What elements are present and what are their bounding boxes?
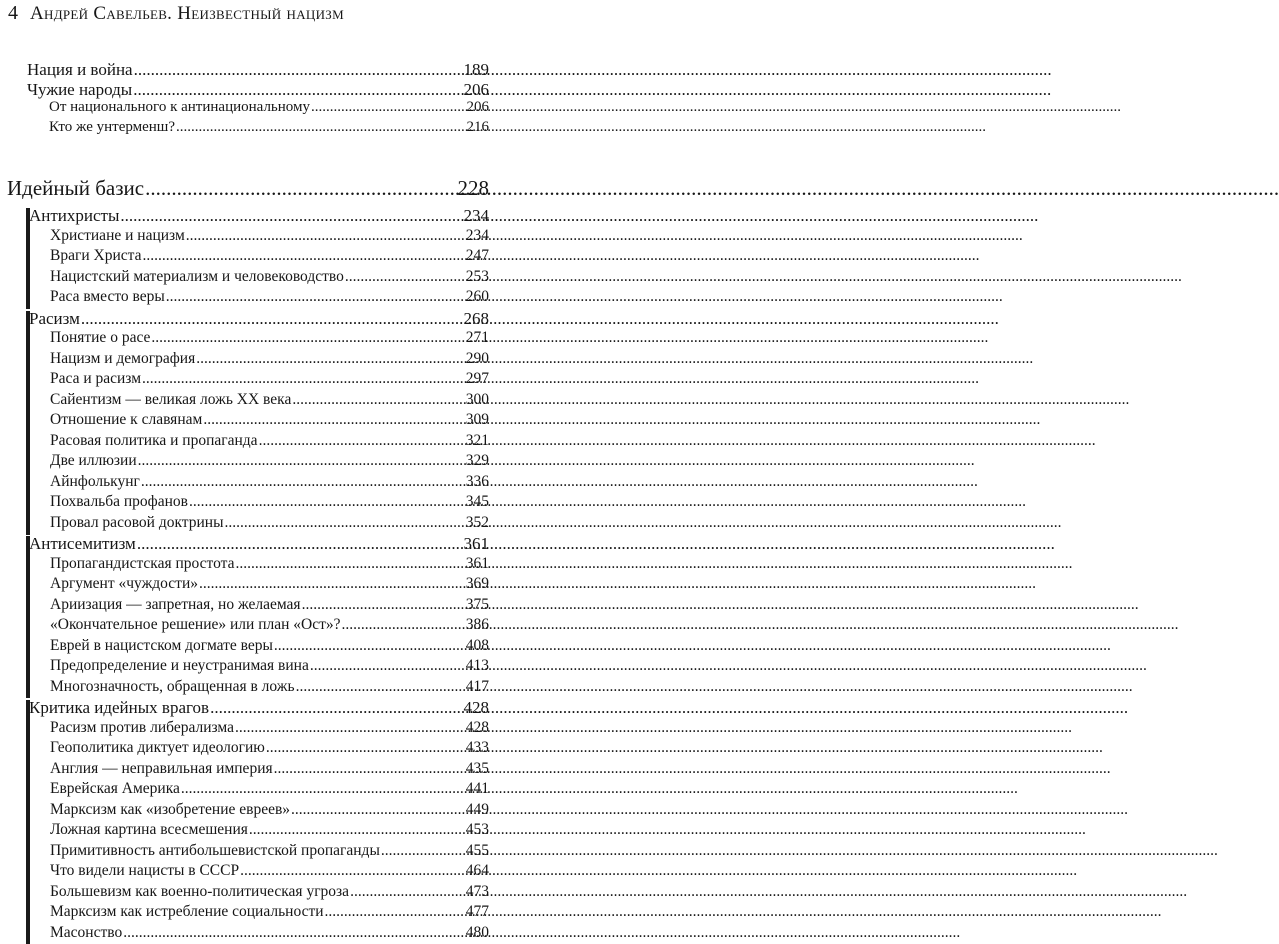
dot-leader xyxy=(274,637,465,655)
toc-section xyxy=(0,493,524,514)
toc-section-page: 271 xyxy=(466,329,489,347)
toc-section xyxy=(0,432,524,453)
toc-section-title: Две иллюзии xyxy=(50,452,137,470)
dot-leader xyxy=(203,411,464,429)
dot-leader xyxy=(274,760,465,778)
toc-section-page: 386 xyxy=(466,616,489,634)
dot-leader xyxy=(120,206,462,226)
toc-subentry-page: 216 xyxy=(467,119,490,136)
dot-leader xyxy=(123,924,465,942)
toc-section-page: 408 xyxy=(466,637,489,655)
toc-chapter-title: Антихристы xyxy=(29,206,119,226)
toc-section xyxy=(0,411,524,432)
dot-leader xyxy=(151,329,464,347)
toc-section-page: 309 xyxy=(466,411,489,429)
toc-entry-page: 206 xyxy=(464,80,490,100)
toc-section xyxy=(0,350,524,371)
dot-leader xyxy=(141,473,465,491)
toc-section-title: Нацизм и демография xyxy=(50,350,195,368)
toc-section xyxy=(0,473,524,494)
dot-leader xyxy=(381,842,465,860)
toc-section-page: 290 xyxy=(466,350,489,368)
toc-chapter-title: Антисемитизм xyxy=(29,534,136,554)
dot-leader xyxy=(81,309,463,329)
toc-chapters xyxy=(0,206,524,944)
toc-section-page: 234 xyxy=(466,227,489,245)
toc-chapter xyxy=(0,534,524,555)
toc-entry-title: Нация и война xyxy=(27,60,133,80)
toc-section xyxy=(0,247,524,268)
dot-leader xyxy=(302,596,465,614)
toc-section-page: 253 xyxy=(466,268,489,286)
dot-leader xyxy=(133,80,462,100)
toc-section-title: «Окончательное решение» или план «Ост»? xyxy=(50,616,341,634)
toc-section xyxy=(0,227,524,248)
page-number: 4 xyxy=(8,2,18,25)
toc-section xyxy=(0,657,524,678)
toc-section-page: 480 xyxy=(466,924,489,942)
toc-chapter-page: 361 xyxy=(464,534,490,554)
toc-section-page: 449 xyxy=(466,801,489,819)
toc-subentry-title: Кто же унтерменш? xyxy=(49,119,175,136)
toc-section-title: Расовая политика и пропаганда xyxy=(50,432,258,450)
toc-chapter-block xyxy=(0,206,524,309)
toc-section xyxy=(0,268,524,289)
toc-section-title: Нацистский материализм и человеководство xyxy=(50,268,344,286)
toc-section xyxy=(0,862,524,883)
toc-section xyxy=(0,596,524,617)
toc-section xyxy=(0,637,524,658)
dot-leader xyxy=(310,657,465,675)
dot-leader xyxy=(345,268,465,286)
toc-section xyxy=(0,391,524,412)
dot-leader xyxy=(292,391,464,409)
toc-subentry xyxy=(0,119,524,139)
toc-section xyxy=(0,678,524,699)
toc-section-title: Христиане и нацизм xyxy=(50,227,185,245)
toc-chapter-block xyxy=(0,698,524,944)
toc-section-page: 321 xyxy=(466,432,489,450)
dot-leader xyxy=(137,534,463,554)
toc-section-title: Провал расовой доктрины xyxy=(50,514,224,532)
toc-subentry xyxy=(0,99,524,119)
toc-section-page: 464 xyxy=(466,862,489,880)
toc-section xyxy=(0,760,524,781)
toc-section xyxy=(0,842,524,863)
toc-section-page: 413 xyxy=(466,657,489,675)
dot-leader xyxy=(210,698,462,718)
dot-leader xyxy=(176,119,465,136)
toc-section xyxy=(0,370,524,391)
toc-section-title: Раса и расизм xyxy=(50,370,141,388)
toc-section-title: Англия — неправильная империя xyxy=(50,760,273,778)
toc-section-title: Похвальба профанов xyxy=(50,493,188,511)
toc-section-page: 453 xyxy=(466,821,489,839)
toc-chapter-block xyxy=(0,309,524,535)
dot-leader xyxy=(225,514,465,532)
toc-section-page: 375 xyxy=(466,596,489,614)
toc-section xyxy=(0,288,524,309)
dot-leader xyxy=(236,555,465,573)
toc-entry-title: Чужие народы xyxy=(27,80,132,100)
toc-section-title: Геополитика диктует идеологию xyxy=(50,739,265,757)
dot-leader xyxy=(325,903,465,921)
toc-chapter xyxy=(0,309,524,330)
toc-section xyxy=(0,821,524,842)
toc-section xyxy=(0,616,524,637)
toc-section-title: Ариизация — запретная, но желаемая xyxy=(50,596,301,614)
toc-section-page: 329 xyxy=(466,452,489,470)
dot-leader xyxy=(186,227,465,245)
table-of-contents xyxy=(0,60,524,944)
toc-subentry-page: 206 xyxy=(467,99,490,116)
toc-section-page: 435 xyxy=(466,760,489,778)
toc-section-page: 477 xyxy=(466,903,489,921)
toc-section-page: 300 xyxy=(466,391,489,409)
toc-chapter-title: Критика идейных врагов xyxy=(29,698,209,718)
toc-section-page: 428 xyxy=(466,719,489,737)
dot-leader xyxy=(296,678,465,696)
dot-leader xyxy=(199,575,465,593)
dot-leader xyxy=(142,370,465,388)
toc-section-title: Большевизм как военно-политическая угроза xyxy=(50,883,349,901)
toc-section-page: 336 xyxy=(466,473,489,491)
toc-section-title: Многозначность, обращенная в ложь xyxy=(50,678,295,696)
toc-section-title: Масонство xyxy=(50,924,122,942)
dot-leader xyxy=(259,432,465,450)
toc-section xyxy=(0,452,524,473)
toc-section-page: 247 xyxy=(466,247,489,265)
toc-section-title: Предопределение и неустранимая вина xyxy=(50,657,309,675)
toc-section xyxy=(0,924,524,944)
toc-section xyxy=(0,801,524,822)
dot-leader xyxy=(350,883,465,901)
dot-leader xyxy=(134,60,463,80)
toc-section-title: Что видели нацисты в СССР xyxy=(50,862,239,880)
toc-section-page: 297 xyxy=(466,370,489,388)
toc-section xyxy=(0,883,524,904)
dot-leader xyxy=(181,780,465,798)
toc-section-title: Ложная картина всесмешения xyxy=(50,821,248,839)
toc-section xyxy=(0,739,524,760)
toc-entry-page: 189 xyxy=(464,60,490,80)
dot-leader xyxy=(311,99,466,116)
toc-entry xyxy=(0,80,524,100)
toc-subentry-title: От национального к антинациональному xyxy=(49,99,310,116)
toc-section-title: Отношение к славянам xyxy=(50,411,202,429)
toc-section xyxy=(0,903,524,924)
toc-section-page: 345 xyxy=(466,493,489,511)
toc-section xyxy=(0,780,524,801)
dot-leader xyxy=(266,739,465,757)
toc-chapter-block xyxy=(0,534,524,698)
toc-section-title: Пропагандистская простота xyxy=(50,555,235,573)
dot-leader xyxy=(342,616,465,634)
toc-part-title: Идейный базис xyxy=(7,176,144,201)
toc-section xyxy=(0,575,524,596)
dot-leader xyxy=(235,719,465,737)
toc-chapter xyxy=(0,206,524,227)
toc-section-page: 369 xyxy=(466,575,489,593)
dot-leader xyxy=(291,801,465,819)
running-head xyxy=(8,2,514,26)
toc-section-page: 361 xyxy=(466,555,489,573)
toc-section-title: Марксизм как истребление социальности xyxy=(50,903,324,921)
toc-section xyxy=(0,329,524,350)
toc-part-page: 228 xyxy=(458,176,490,201)
toc-section-page: 352 xyxy=(466,514,489,532)
toc-chapter-page: 428 xyxy=(464,698,490,718)
toc-section xyxy=(0,514,524,535)
toc-entry xyxy=(0,60,524,80)
dot-leader xyxy=(249,821,465,839)
toc-section-title: Аргумент «чуждости» xyxy=(50,575,198,593)
dot-leader xyxy=(145,176,456,201)
toc-section-page: 473 xyxy=(466,883,489,901)
toc-chapter-title: Расизм xyxy=(29,309,80,329)
dot-leader xyxy=(189,493,465,511)
toc-section-title: Расизм против либерализма xyxy=(50,719,234,737)
toc-section-title: Враги Христа xyxy=(50,247,141,265)
toc-section-title: Еврей в нацистском догмате веры xyxy=(50,637,273,655)
toc-section-title: Айнфолькунг xyxy=(50,473,140,491)
dot-leader xyxy=(240,862,465,880)
toc-section-page: 260 xyxy=(466,288,489,306)
toc-section-title: Примитивность антибольшевистской пропаганды xyxy=(50,842,380,860)
toc-section-title: Раса вместо веры xyxy=(50,288,165,306)
dot-leader xyxy=(138,452,465,470)
toc-section xyxy=(0,719,524,740)
toc-section xyxy=(0,555,524,576)
toc-chapter-page: 234 xyxy=(464,206,490,226)
dot-leader xyxy=(142,247,464,265)
dot-leader xyxy=(196,350,465,368)
toc-section-title: Понятие о расе xyxy=(50,329,150,347)
toc-section-title: Марксизм как «изобретение евреев» xyxy=(50,801,290,819)
toc-section-page: 433 xyxy=(466,739,489,757)
toc-section-page: 455 xyxy=(466,842,489,860)
dot-leader xyxy=(166,288,465,306)
toc-section-title: Сайентизм — великая ложь XX века xyxy=(50,391,291,409)
toc-part-heading xyxy=(0,176,524,206)
book-page xyxy=(0,0,524,916)
toc-section-page: 441 xyxy=(466,780,489,798)
toc-chapter-page: 268 xyxy=(464,309,490,329)
toc-chapter xyxy=(0,698,524,719)
toc-section-page: 417 xyxy=(466,678,489,696)
toc-section-title: Еврейская Америка xyxy=(50,780,180,798)
running-title: Андрей Савельев. Неизвестный нацизм xyxy=(30,3,344,25)
